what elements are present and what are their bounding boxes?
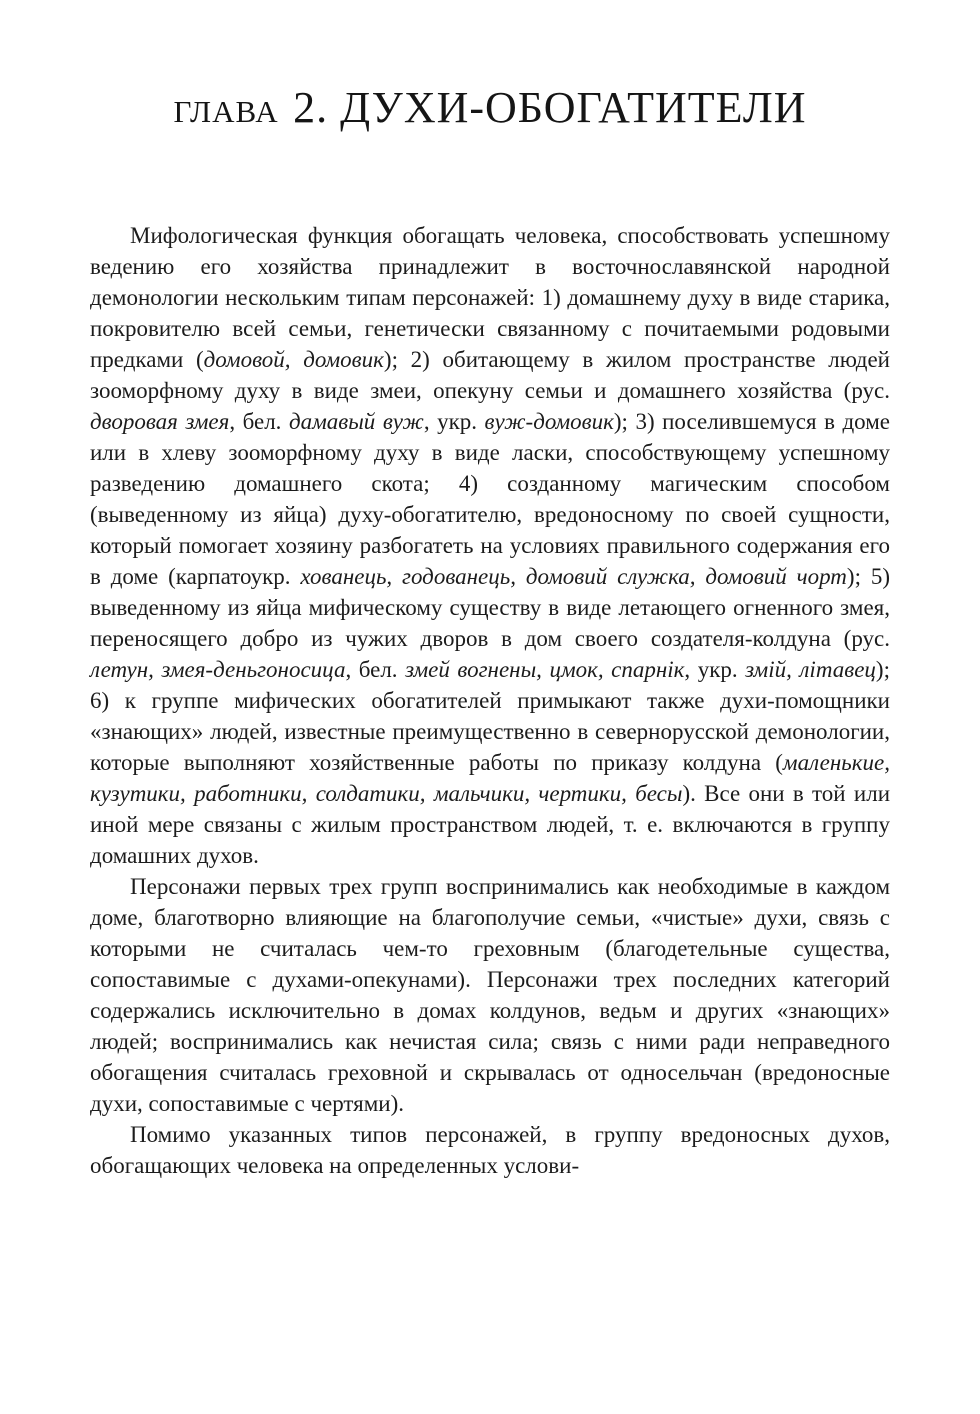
- paragraph: [90, 1119, 890, 1181]
- italic-term: хованець, годованець, домовий служка, домовий чорт: [300, 564, 847, 590]
- text-run: , бел.: [229, 409, 289, 435]
- text-run: ); 3) поселившемуся в доме или в хлеву зооморфному духу в виде ласки, способствующему успешному разведению домашнего скота; 4) созданному магическим способом (выведенному из яйца) духу-обогатителю, вредоносному по своей сущности, который помогает хозяину разбогатеть на условиях правильного содержания его в доме (карпатоукр.: [90, 409, 890, 590]
- italic-term: летун, змея-деньгоносица: [90, 657, 346, 683]
- chapter-title: [90, 84, 890, 132]
- italic-term: дамавый вуж: [288, 409, 424, 435]
- italic-term: домовой, домовик: [203, 347, 384, 373]
- chapter-label: глава: [173, 83, 279, 132]
- text-run: Мифологическая функция обогащать человека, способствовать успешному ведению его хозяйства принадлежит в восточнославянской народной демонологии нескольким типам персонажей: 1) домашнему духу в виде старика, покровителю всей семьи, генетически связанному с почитаемыми родовыми предками (: [90, 223, 890, 373]
- text-run: ); 2) обитающему в жилом пространстве людей зооморфному духу в виде змеи, опекуну семьи и домашнего хозяйства (рус.: [90, 347, 890, 404]
- italic-term: маленькие, кузутики, работники, солдатики, мальчики, чертики, бесы: [90, 750, 890, 807]
- text-run: ). Все они в той или иной мере связаны с жилым пространством людей, т. е. включаются в группу домашних духов.: [90, 781, 890, 869]
- italic-term: змей вогнены, цмок, спарнік: [405, 657, 685, 683]
- text-run: , бел.: [345, 657, 406, 683]
- text-run: , укр.: [684, 657, 746, 683]
- text-run: ); 5) выведенному из яйца мифическому существу в виде летающего огненного змея, переносящего добро из чужих дворов в дом своего создателя-колдуна (рус.: [90, 564, 890, 652]
- body-text: [90, 220, 890, 1181]
- paragraph: [90, 871, 890, 1119]
- italic-term: вуж-домовик: [484, 409, 614, 435]
- text-run: Помимо указанных типов персонажей, в группу вредоносных духов, обогащающих человека на определенных услови-: [90, 1122, 890, 1179]
- text-run: Персонажи первых трех групп воспринимались как необходимые в каждом доме, благотворно влияющие на благополучие семьи, «чистые» духи, связь с которыми не считалась чем-то греховным (благодетельные существа, сопоставимые с духами-опекунами). Персонажи трех последних категорий содержались исключительно в домах колдунов, ведьм и других «знающих» людей; воспринимались как нечистая сила; связь с ними ради неправедного обогащения считалась греховной и скрывалась от односельчан (вредоносные духи, сопоставимые с чертями).: [90, 874, 890, 1117]
- text-run: , укр.: [423, 409, 485, 435]
- text-run: ); 6) к группе мифических обогатителей примыкают также духи-помощники «знающих» людей, известные преимущественно в севернорусской демонологии, которые выполняют хозяйственные работы по приказу колдуна (: [90, 657, 890, 776]
- paragraph: [90, 220, 890, 871]
- chapter-number-and-name: 2. ДУХИ-ОБОГАТИТЕЛИ: [293, 83, 807, 132]
- italic-term: дворовая змея: [90, 409, 230, 435]
- italic-term: змій, літавец: [745, 657, 876, 683]
